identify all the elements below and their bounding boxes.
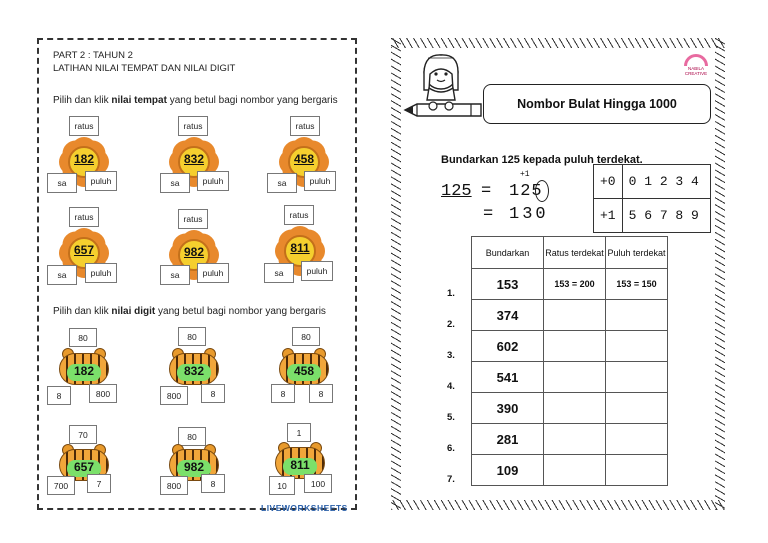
answer-option-top[interactable]: 1 — [287, 423, 311, 442]
example-equals-1: = — [481, 182, 492, 201]
worksheet-title: LATIHAN NILAI TEMPAT DAN NILAI DIGIT — [53, 63, 236, 74]
example-number: 125 — [441, 182, 472, 201]
row-number: 5. — [447, 412, 455, 423]
example-equals-2: = — [483, 205, 494, 224]
answer-option-right[interactable]: 8 — [309, 384, 333, 403]
underlined-number: 182 — [73, 364, 95, 378]
answer-option-top[interactable]: ratus — [284, 205, 314, 225]
underlined-number: 832 — [183, 364, 205, 378]
row-number: 2. — [447, 319, 455, 330]
number-to-round: 602 — [472, 331, 544, 362]
answer-option-right[interactable]: puluh — [304, 171, 336, 191]
girl-with-pencil-icon — [401, 50, 485, 122]
answer-option-left[interactable]: sa — [160, 173, 190, 193]
rule-label: +1 — [594, 199, 623, 233]
answer-cell-ratus[interactable] — [544, 424, 606, 455]
table-row — [472, 424, 668, 455]
table-row — [472, 455, 668, 486]
answer-option-top[interactable]: ratus — [178, 116, 208, 136]
answer-option-right[interactable]: 7 — [87, 474, 111, 493]
underlined-number: 657 — [73, 243, 95, 257]
underlined-number: 458 — [293, 364, 315, 378]
underlined-number: 982 — [183, 245, 205, 259]
rounding-worksheet — [391, 38, 725, 510]
rule-label: +0 — [594, 165, 623, 199]
answer-option-left[interactable]: sa — [264, 263, 294, 283]
tiger-icon — [279, 348, 329, 386]
circled-digit-mark — [535, 180, 549, 202]
liveworksheets-logo: LIVEWORKSHEETS — [261, 503, 348, 513]
answer-option-left[interactable]: 8 — [271, 384, 295, 403]
answer-option-top[interactable]: 80 — [178, 327, 206, 346]
answer-option-top[interactable]: 80 — [69, 328, 97, 347]
worksheet-title: Nombor Bulat Hingga 1000 — [483, 84, 711, 124]
answer-cell-ratus[interactable] — [544, 455, 606, 486]
answer-option-right[interactable]: puluh — [197, 171, 229, 191]
answer-option-left[interactable]: sa — [47, 173, 77, 193]
underlined-number: 657 — [73, 460, 95, 474]
underlined-number: 982 — [183, 460, 205, 474]
answer-option-left[interactable]: sa — [47, 265, 77, 285]
answer-option-top[interactable]: 80 — [178, 427, 206, 446]
answer-option-left[interactable]: 800 — [160, 476, 188, 495]
underlined-number: 458 — [293, 152, 315, 166]
tiger-icon — [59, 348, 109, 386]
answer-option-right[interactable]: 8 — [201, 384, 225, 403]
row-number: 4. — [447, 381, 455, 392]
answer-cell-ratus[interactable] — [544, 331, 606, 362]
answer-cell-puluh[interactable] — [606, 424, 668, 455]
rule-digits: 0 1 2 3 4 — [622, 165, 710, 199]
row-number: 6. — [447, 443, 455, 454]
table-row — [472, 393, 668, 424]
answer-option-right[interactable]: 100 — [304, 474, 332, 493]
answer-option-left[interactable]: 10 — [269, 476, 295, 495]
rule-digits: 5 6 7 8 9 — [622, 199, 710, 233]
answer-option-right[interactable]: 8 — [201, 474, 225, 493]
carry-mark: +1 — [520, 170, 530, 179]
answer-option-right[interactable]: puluh — [85, 263, 117, 283]
answer-option-top[interactable]: ratus — [69, 207, 99, 227]
row-number: 3. — [447, 350, 455, 361]
answer-cell-puluh[interactable] — [606, 393, 668, 424]
answer-cell-ratus[interactable] — [544, 362, 606, 393]
answer-option-top[interactable]: ratus — [290, 116, 320, 136]
answer-option-top[interactable]: ratus — [69, 116, 99, 136]
number-to-round: 541 — [472, 362, 544, 393]
example-expression: 125 — [509, 182, 543, 201]
rule-row — [594, 199, 711, 233]
answer-cell-ratus[interactable] — [544, 300, 606, 331]
table-header-row — [472, 237, 668, 269]
underlined-number: 811 — [290, 458, 310, 472]
answer-option-left[interactable]: 8 — [47, 386, 71, 405]
underlined-number: 832 — [183, 152, 205, 166]
number-to-round: 109 — [472, 455, 544, 486]
rounding-answer-table — [471, 236, 668, 486]
answer-option-right[interactable]: puluh — [197, 263, 229, 283]
place-value-worksheet — [37, 38, 357, 513]
number-to-round: 153 — [472, 269, 544, 300]
answer-cell-puluh[interactable] — [606, 300, 668, 331]
answer-cell-puluh[interactable] — [606, 331, 668, 362]
answer-option-left[interactable]: 800 — [160, 386, 188, 405]
table-row — [472, 269, 668, 300]
answer-cell-puluh[interactable] — [606, 455, 668, 486]
rounding-rule-table — [593, 164, 711, 233]
column-header: Ratus terdekat — [544, 237, 606, 269]
underlined-number: 182 — [73, 152, 95, 166]
answer-option-left[interactable]: sa — [160, 265, 190, 285]
table-row — [472, 300, 668, 331]
answer-cell-puluh[interactable]: 153 = 150 — [606, 269, 668, 300]
question-text: Bundarkan 125 kepada puluh terdekat. — [441, 154, 643, 166]
underlined-number: 811 — [290, 241, 310, 255]
answer-option-top[interactable]: ratus — [178, 209, 208, 229]
column-header: Puluh terdekat — [606, 237, 668, 269]
worksheet-part-label: PART 2 : TAHUN 2 — [53, 50, 133, 61]
answer-option-left[interactable]: sa — [267, 173, 297, 193]
example-result: 130 — [509, 205, 549, 224]
answer-option-top[interactable]: 80 — [292, 327, 320, 346]
column-header: Bundarkan — [472, 237, 544, 269]
table-row — [472, 362, 668, 393]
number-to-round: 281 — [472, 424, 544, 455]
row-number: 7. — [447, 474, 455, 485]
number-to-round: 374 — [472, 300, 544, 331]
answer-option-right[interactable]: puluh — [85, 171, 117, 191]
nabila-creative-logo: NABILA CREATIVE — [681, 54, 711, 76]
row-number: 1. — [447, 288, 455, 299]
number-to-round: 390 — [472, 393, 544, 424]
tiger-icon — [169, 348, 219, 386]
instruction-place-value: Pilih dan klik nilai tempat yang betul bagi nombor yang bergaris — [53, 95, 338, 106]
answer-cell-puluh[interactable] — [606, 362, 668, 393]
answer-cell-ratus[interactable]: 153 = 200 — [544, 269, 606, 300]
answer-option-left[interactable]: 700 — [47, 476, 75, 495]
instruction-digit-value: Pilih dan klik nilai digit yang betul bagi nombor yang bergaris — [53, 306, 326, 317]
answer-option-right[interactable]: puluh — [301, 261, 333, 281]
answer-option-top[interactable]: 70 — [69, 425, 97, 444]
answer-option-right[interactable]: 800 — [89, 384, 117, 403]
answer-cell-ratus[interactable] — [544, 393, 606, 424]
rule-row — [594, 165, 711, 199]
table-row — [472, 331, 668, 362]
